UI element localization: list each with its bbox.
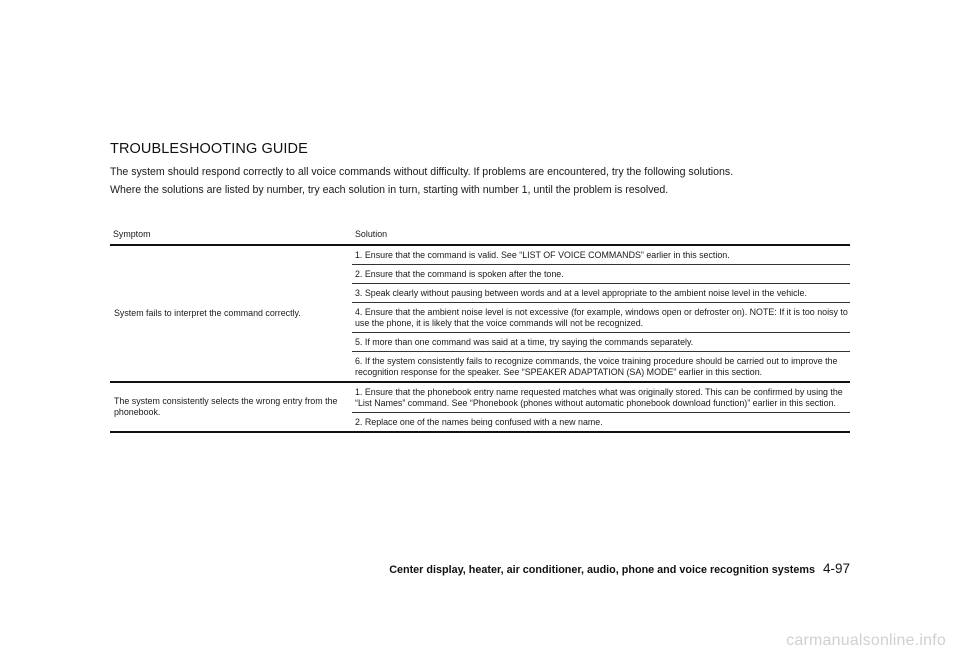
solution-cell: 1. Ensure that the phonebook entry name requested matches what was originally stored. This can be confirmed by using the “List Names” command. See “Phonebook (phones without automatic phonebook download function)” earlier in this section. [352, 382, 850, 413]
solution-column-header: Solution [352, 226, 850, 245]
intro-paragraph [110, 163, 850, 199]
intro-line-1: The system should respond correctly to all voice commands without difficulty. If problems are encountered, try the following solutions. [110, 166, 734, 178]
solution-cell: 2. Ensure that the command is spoken after the tone. [352, 265, 850, 284]
page-number: 4-97 [822, 561, 850, 576]
intro-line-2: Where the solutions are listed by number, try each solution in turn, starting with number 1, until the problem is resolved. [110, 184, 669, 196]
symptom-cell: System fails to interpret the command correctly. [110, 245, 352, 382]
solution-cell: 5. If more than one command was said at a time, try saying the commands separately. [352, 333, 850, 352]
page-footer [380, 560, 850, 578]
table-header-row [110, 226, 850, 245]
symptom-cell: The system consistently selects the wrong entry from the phonebook. [110, 382, 352, 432]
watermark: carmanualsonline.info [786, 632, 946, 649]
solution-cell: 1. Ensure that the command is valid. See “LIST OF VOICE COMMANDS” earlier in this section. [352, 245, 850, 265]
symptom-column-header: Symptom [110, 226, 352, 245]
troubleshooting-table [110, 226, 850, 433]
table-row [110, 382, 850, 413]
solution-cell: 6. If the system consistently fails to recognize commands, the voice training procedure should be carried out to improve the recognition response for the speaker. See “SPEAKER ADAPTATION (SA) MODE” earlier in this section. [352, 352, 850, 383]
page-title: TROUBLESHOOTING GUIDE [110, 141, 308, 157]
solution-cell: 2. Replace one of the names being confused with a new name. [352, 413, 850, 433]
table-row [110, 245, 850, 265]
solution-cell: 4. Ensure that the ambient noise level is not excessive (for example, windows open or defroster on). NOTE: If it is too noisy to use the phone, it is likely that the voice commands will not be recognized. [352, 303, 850, 333]
footer-section-title: Center display, heater, air conditioner, audio, phone and voice recognition systems [389, 564, 815, 576]
solution-cell: 3. Speak clearly without pausing between words and at a level appropriate to the ambient noise level in the vehicle. [352, 284, 850, 303]
